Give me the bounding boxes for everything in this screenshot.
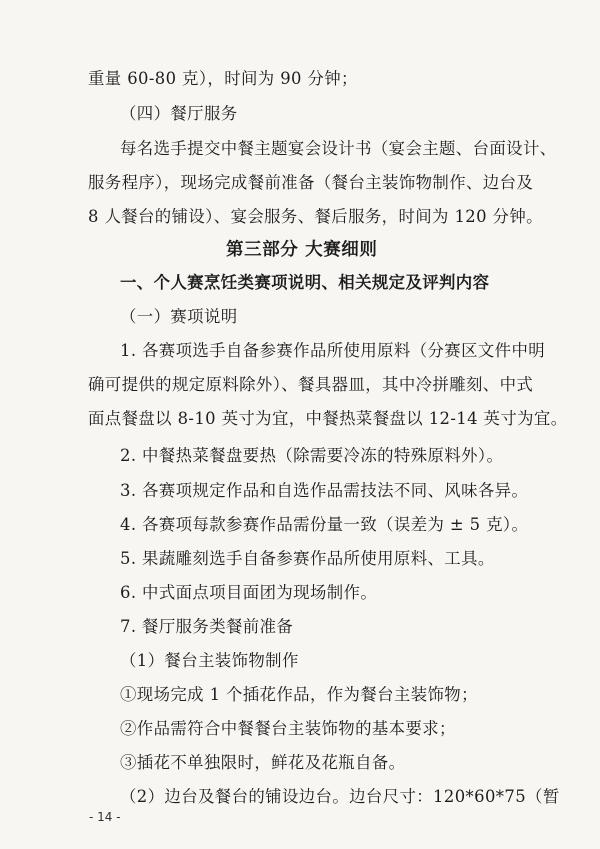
- subheading-restaurant-service: （四）餐厅服务: [120, 104, 238, 123]
- list-item: 1. 各赛项选手自备参赛作品所使用原料（分赛区文件中明: [120, 341, 546, 360]
- sub-list-heading: （2）边台及餐台的铺设边台。边台尺寸：120*60*75（暂: [120, 787, 560, 806]
- part-heading: 第三部分 大赛细则: [226, 240, 378, 260]
- sub-list-item: ①现场完成 1 个插花作品，作为餐台主装饰物；: [120, 685, 478, 704]
- paragraph-line: 8 人餐台的铺设）、宴会服务、餐后服务，时间为 120 分钟。: [88, 207, 543, 226]
- list-item: 3. 各赛项规定作品和自选作品需技法不同、风味各异。: [120, 481, 529, 500]
- list-item: 4. 各赛项每款参赛作品需份量一致（误差为 ± 5 克）。: [120, 515, 529, 534]
- list-item: 2. 中餐热菜餐盘要热（除需要冷冻的特殊原料外）。: [120, 446, 504, 465]
- subheading-event-notes: （一）赛项说明: [120, 307, 238, 326]
- list-item-continuation: 面点餐盘以 8-10 英寸为宜，中餐热菜餐盘以 12-14 英寸为宜。: [88, 409, 568, 428]
- text-line-weight-time: 重量 60-80 克），时间为 90 分钟；: [88, 69, 358, 88]
- sub-list-item: ②作品需符合中餐餐台主装饰物的基本要求；: [120, 719, 456, 738]
- list-item: 7. 餐厅服务类餐前准备: [120, 617, 294, 636]
- list-item-continuation: 确可提供的规定原料除外）、餐具器皿，其中冷拼雕刻、中式: [88, 375, 534, 394]
- paragraph-line: 服务程序），现场完成餐前准备（餐台主装饰物制作、边台及: [88, 173, 534, 192]
- section-heading: 一、个人赛烹饪类赛项说明、相关规定及评判内容: [120, 273, 490, 292]
- sub-list-item: ③插花不单独限时，鲜花及花瓶自备。: [120, 753, 406, 772]
- sub-list-heading: （1）餐台主装饰物制作: [120, 651, 299, 670]
- paragraph-line: 每名选手提交中餐主题宴会设计书（宴会主题、台面设计、: [120, 139, 557, 158]
- page-number: - 14 -: [89, 810, 121, 824]
- list-item: 6. 中式面点项目面团为现场制作。: [120, 583, 378, 602]
- list-item: 5. 果蔬雕刻选手自备参赛作品所使用原料、工具。: [120, 549, 495, 568]
